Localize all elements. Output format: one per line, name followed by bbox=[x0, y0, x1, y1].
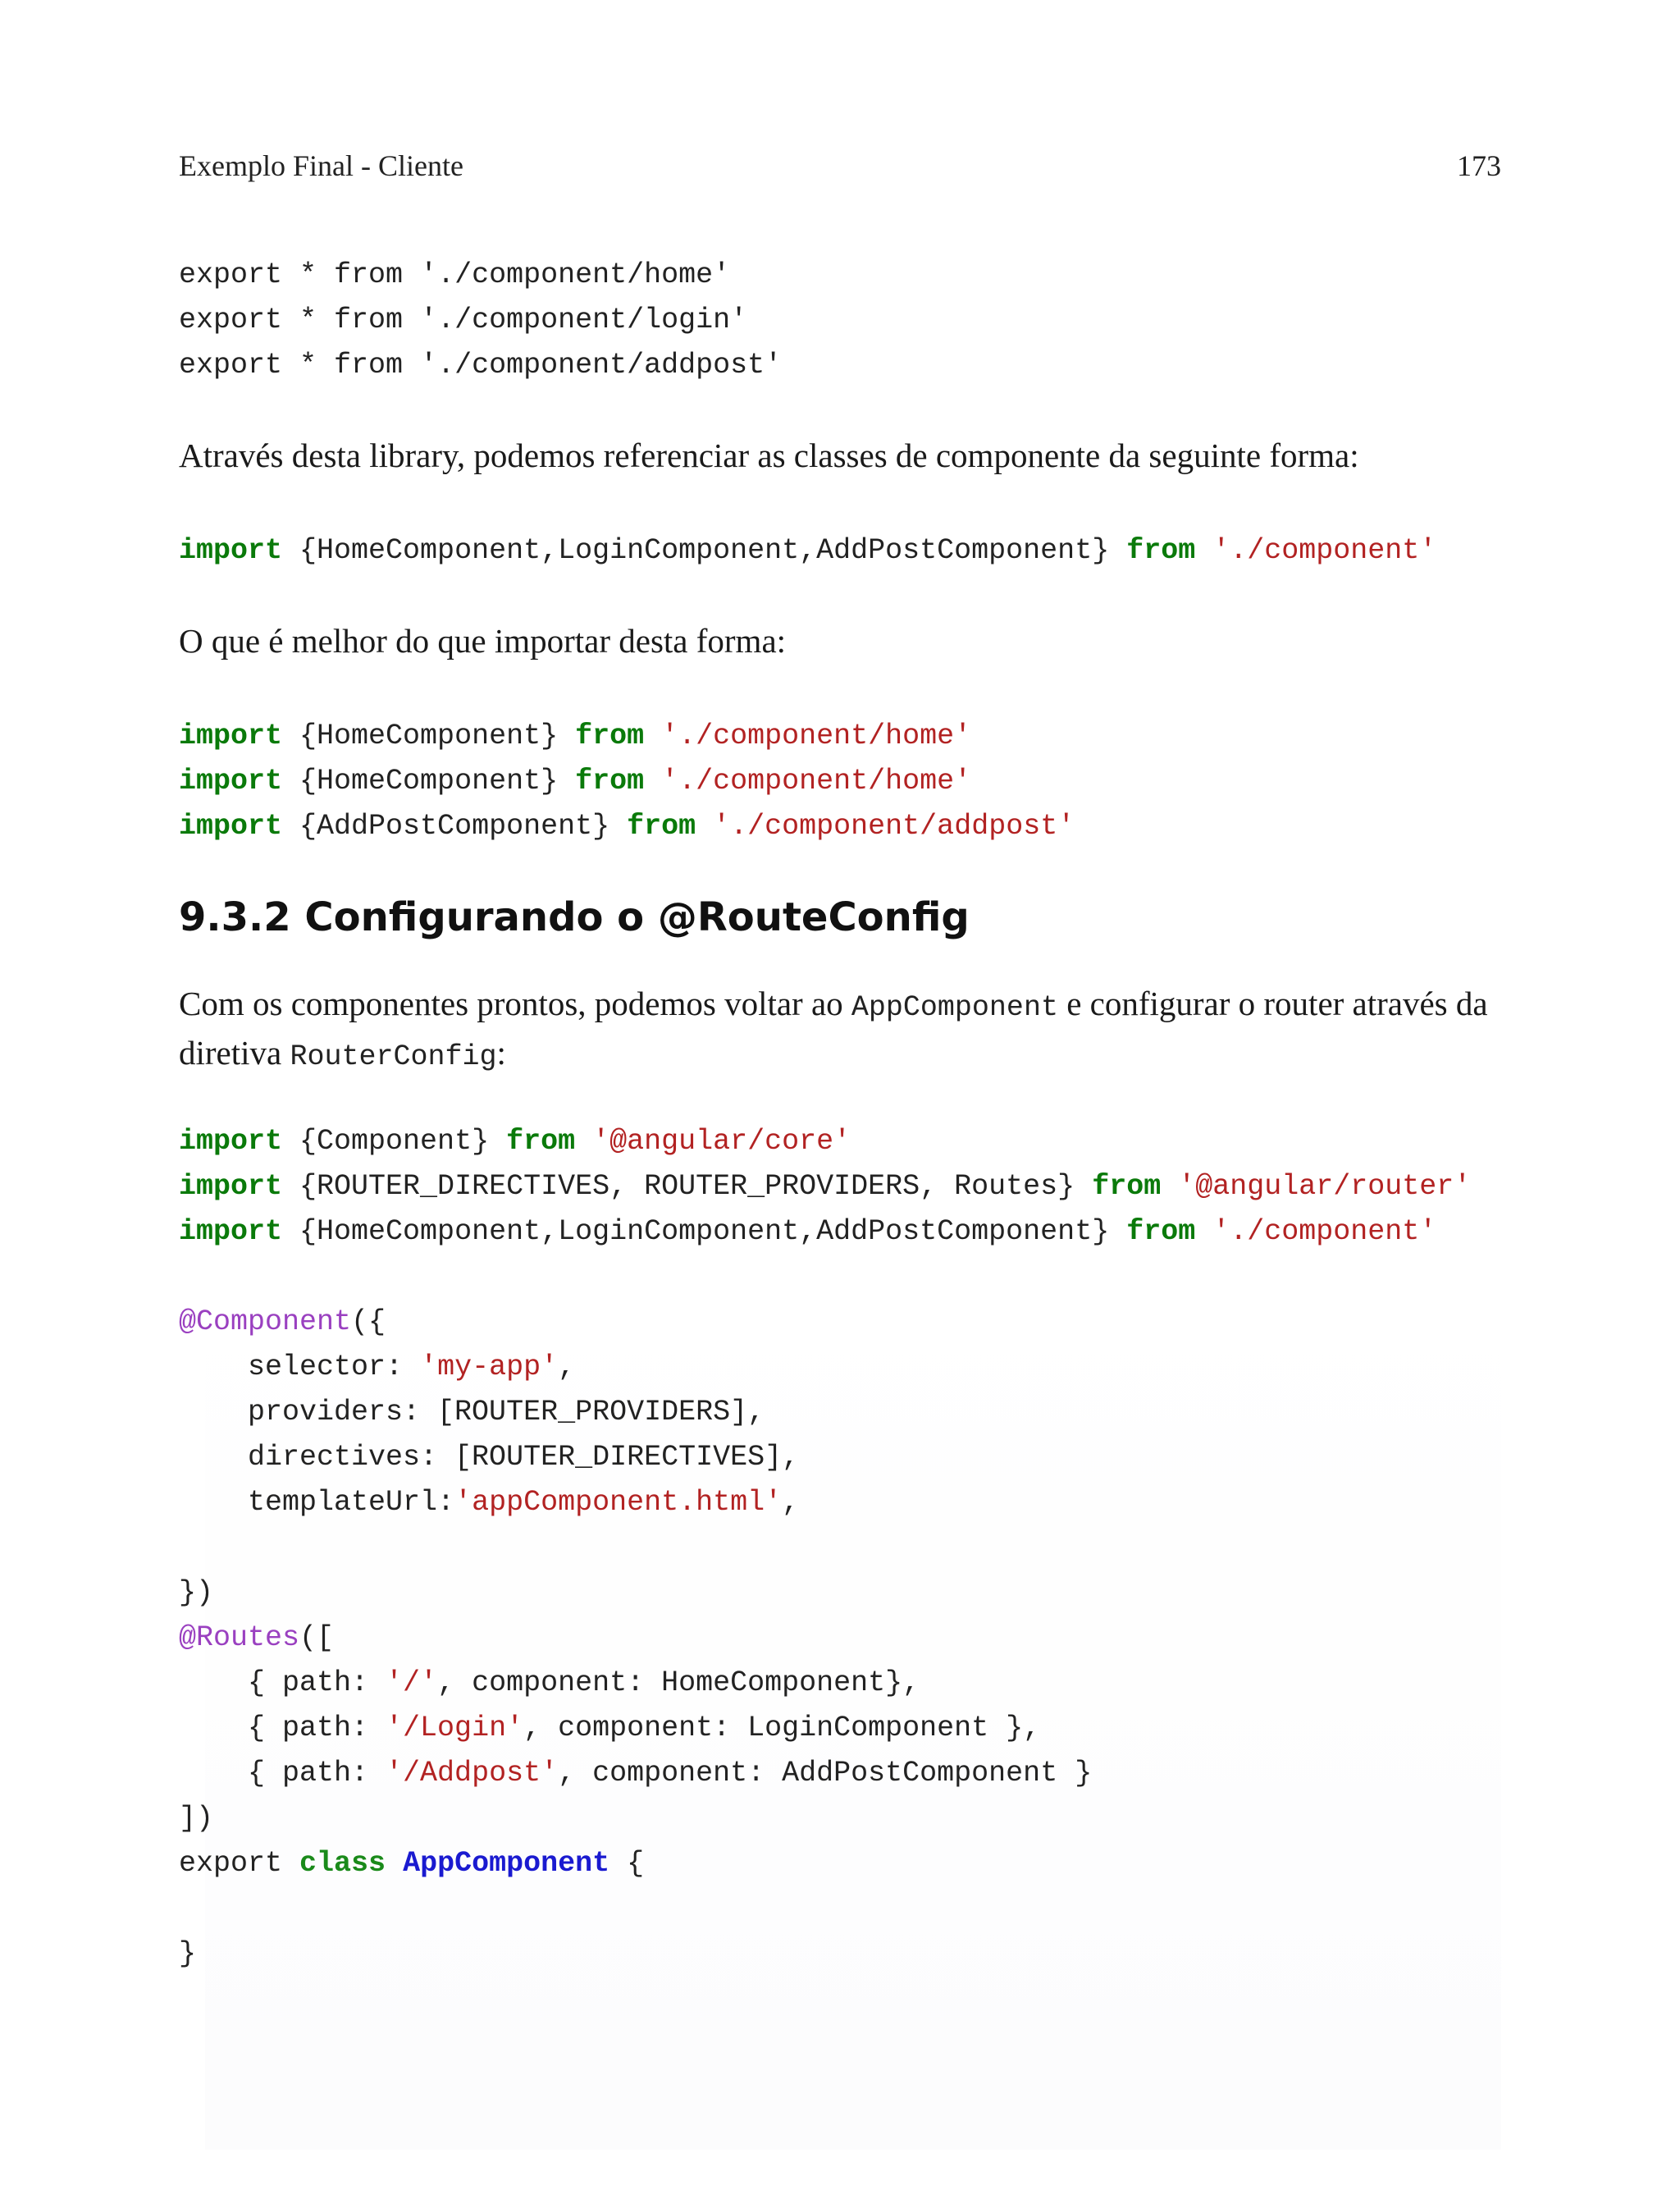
code-line: } bbox=[179, 1937, 197, 1970]
code-line: { path: '/', component: HomeComponent}, bbox=[179, 1666, 920, 1699]
paragraph-library: Através desta library, podemos referenciar as classes de componente da seguinte forma: bbox=[179, 437, 1359, 474]
inline-code: AppComponent bbox=[851, 991, 1058, 1024]
code-block-barrel-import: import {HomeComponent,LoginComponent,AddPostComponent} from './component' bbox=[179, 534, 1437, 567]
code-line: import {Component} from '@angular/core' bbox=[179, 1125, 851, 1158]
code-line: export * from './component/home' bbox=[179, 258, 731, 291]
code-line: directives: [ROUTER_DIRECTIVES], bbox=[179, 1441, 800, 1474]
code-line: import {HomeComponent} from './component/home' bbox=[179, 720, 972, 752]
code-line: ]) bbox=[179, 1802, 214, 1835]
paragraph-configure-router: Com os componentes prontos, podemos voltar ao AppComponent e configurar o router através da diretiva RouterConfig: bbox=[179, 985, 1488, 1073]
code-line: { path: '/Addpost', component: AddPostComponent } bbox=[179, 1757, 1093, 1790]
code-line: }) bbox=[179, 1576, 214, 1609]
header-title: Exemplo Final - Cliente bbox=[179, 149, 463, 182]
section-heading: 9.3.2 Configurando o @RouteConfig bbox=[179, 894, 970, 940]
code-line: import {AddPostComponent} from './component/addpost' bbox=[179, 810, 1075, 843]
code-block-individual-imports bbox=[179, 714, 1075, 849]
inline-code: RouterConfig bbox=[290, 1040, 497, 1073]
code-line: providers: [ROUTER_PROVIDERS], bbox=[179, 1396, 765, 1428]
code-line: import {HomeComponent} from './component/home' bbox=[179, 765, 972, 798]
code-line: export * from './component/addpost' bbox=[179, 349, 783, 382]
code-line: templateUrl:'appComponent.html', bbox=[179, 1486, 800, 1519]
running-header bbox=[179, 146, 1501, 185]
page-number: 173 bbox=[1457, 149, 1501, 182]
paragraph-better-than: O que é melhor do que importar desta forma: bbox=[179, 622, 787, 660]
code-line: import {ROUTER_DIRECTIVES, ROUTER_PROVIDERS, Routes} from '@angular/router' bbox=[179, 1170, 1472, 1203]
code-block-exports bbox=[179, 253, 782, 388]
code-line: @Component({ bbox=[179, 1305, 386, 1338]
code-line: export * from './component/login' bbox=[179, 304, 748, 336]
code-line: @Routes([ bbox=[179, 1621, 335, 1654]
code-line: import {HomeComponent,LoginComponent,AddPostComponent} from './component' bbox=[179, 1215, 1437, 1248]
code-line: selector: 'my-app', bbox=[179, 1351, 576, 1383]
code-line: { path: '/Login', component: LoginComponent }, bbox=[179, 1712, 1041, 1744]
code-line: export class AppComponent { bbox=[179, 1847, 645, 1880]
code-block-app-component bbox=[179, 1119, 1471, 1977]
